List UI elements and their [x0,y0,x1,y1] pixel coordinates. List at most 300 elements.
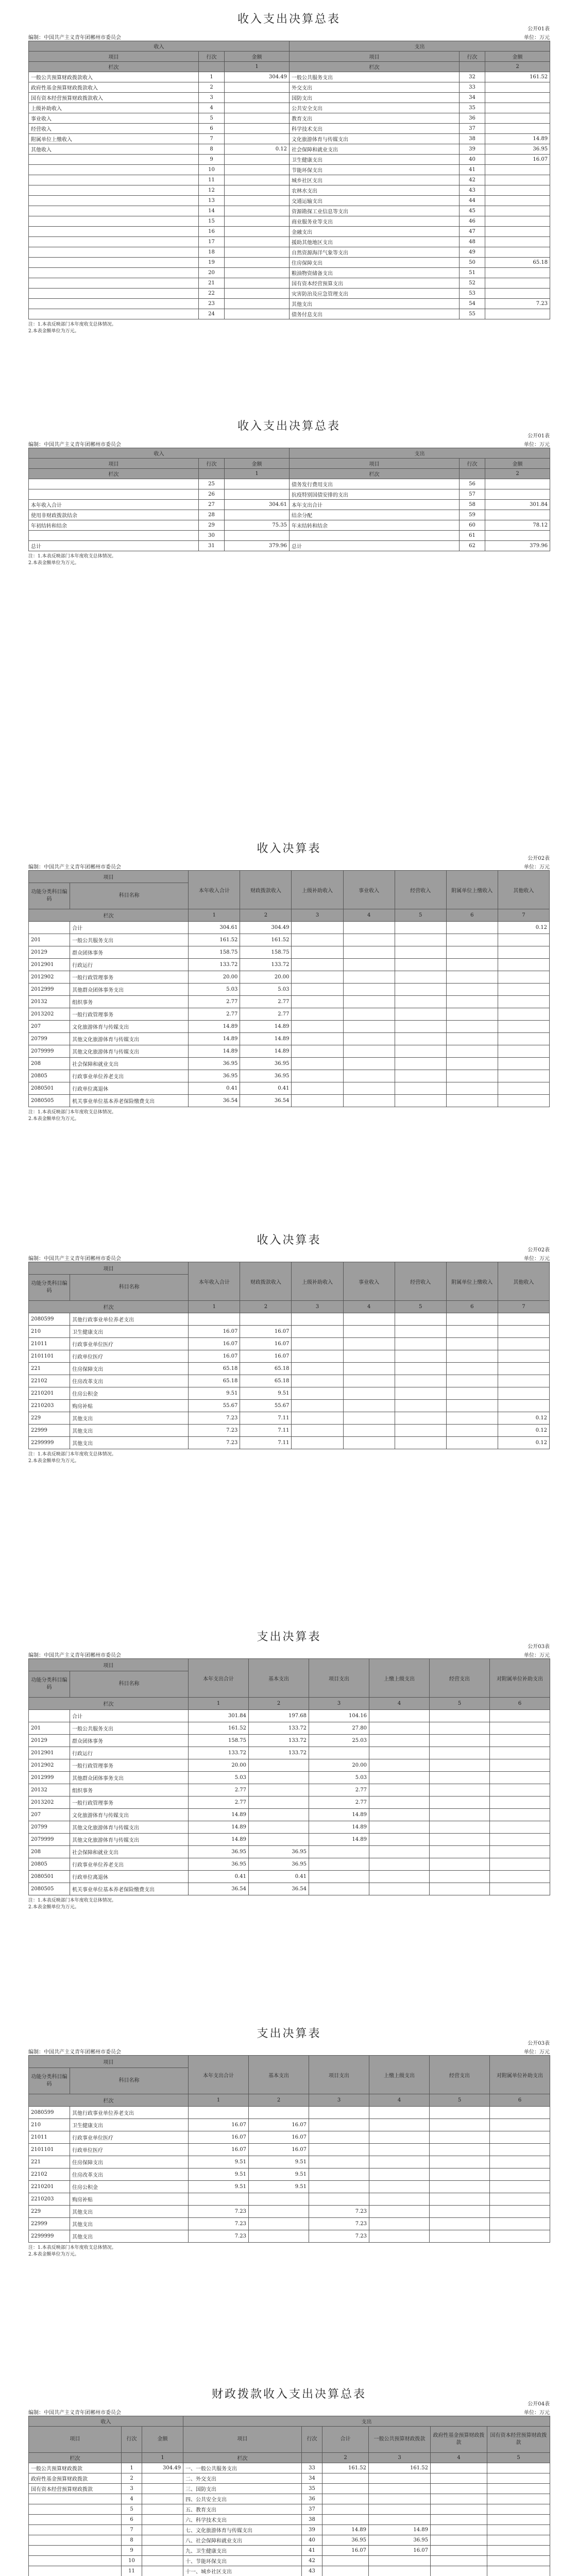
table-cell: 资源勘探工业信息等支出 [290,206,460,216]
table-cell: 20.00 [189,971,240,984]
table-cell: 42 [302,2556,322,2566]
table-cell [225,247,290,258]
table-row [29,500,550,510]
table-cell [225,531,290,541]
table-cell: 20805 [29,1858,70,1871]
table-cell: 35 [460,103,485,113]
table-cell [292,971,343,984]
table-cell: 灾害防治及应急管理支出 [290,289,460,299]
table-cell: 7.23 [309,2218,369,2230]
table-cell [485,247,550,258]
table-cell: 39 [302,2525,322,2535]
table-cell: 抗疫特别国债安排的支出 [290,489,460,500]
table-cell [430,1747,490,1759]
table-row [29,959,550,971]
table-cell [369,1858,430,1871]
table-cell: 2.77 [189,1797,249,1809]
table-cell [490,1883,550,1895]
table-cell: 379.96 [485,541,550,551]
table-row [29,2230,550,2243]
table-cell: 54 [460,299,485,309]
table-cell: 210 [29,1326,70,1338]
table-cell: 五、教育支出 [183,2504,302,2515]
table-cell: 社会保障和就业支出 [70,1846,189,1858]
table-cell [490,2107,550,2119]
table-cell: 卫生健康支出 [70,2119,189,2131]
header-amount: 金额 [485,459,550,469]
table-cell: 20799 [29,1821,70,1834]
table-cell: 207 [29,1809,70,1821]
table-cell [343,1313,395,1326]
page-title: 收入支出决算总表 [237,13,341,26]
table-cell: 0.41 [249,1871,309,1883]
table-cell: 55.67 [189,1400,240,1412]
table-cell: 合计 [70,922,189,934]
table-cell [498,1350,549,1363]
table-cell [446,984,498,996]
table-cell: 301.84 [485,500,550,510]
table-cell [487,2566,550,2576]
table-cell [431,2525,487,2535]
table-cell [490,1797,550,1809]
table-cell [225,103,290,113]
table-cell: 208 [29,1058,70,1070]
table-cell: 住房公积金 [70,2181,189,2193]
table-cell: 文化旅游体育与传媒支出 [70,1021,189,1033]
table-cell: 304.61 [189,922,240,934]
expense-table: 项目 本年支出合计 基本支出 项目支出 上缴上级支出 经营支出 对附属单位补助支出 功能分类科目编码 科目名称 栏次 1 2 3 4 5 6 2080599 其他行政事业单位养老支出 210 卫生健康支出 16.07 16.07 21011 行政事业单位医疗 16.07 16.07 2101101 行政单位医疗 16.07 16.07 221 住房保障支出 9.51 9.51 22102 住房改革支出 9.51 9.51 2210201 住房公积金 9.51 9.51 2210203 购房补贴 229 其他支出 7.23 7.23 22999 其他支出 7.23 7.23 2299999 其他支出 7.23 7.23 [28,2055,550,2243]
table-cell: 11 [122,2566,142,2576]
table-cell [395,1400,446,1412]
table-cell: 14.89 [309,1821,369,1834]
table-cell [487,2546,550,2556]
table-cell: 行政单位医疗 [70,1350,189,1363]
table-cell: 国有资本经营预算财政拨款 [29,2484,122,2494]
table-cell [498,1313,549,1326]
table-cell: 住房保障支出 [290,258,460,268]
table-cell: 卫生健康支出 [290,155,460,165]
table-cell: 2013202 [29,1797,70,1809]
table-cell: 2.77 [189,996,240,1008]
table-cell: 133.72 [249,1747,309,1759]
table-cell: 22 [199,289,225,299]
table-cell [485,185,550,196]
table-cell [395,922,446,934]
table-row [29,2131,550,2144]
table-cell [322,2473,369,2484]
table-cell [225,185,290,196]
table-row [29,165,550,175]
table-cell: 17 [199,237,225,247]
table-cell: 31 [199,541,225,551]
table-cell [292,946,343,959]
table-cell [343,934,395,946]
table-cell [498,1070,549,1082]
table-cell [395,1350,446,1363]
table-cell: 24 [199,309,225,319]
header-amount: 金额 [225,52,290,62]
table-cell [369,2193,430,2206]
table-cell [395,971,446,984]
table-cell: 购房补贴 [70,1400,189,1412]
table-cell [322,2566,369,2576]
table-cell [225,289,290,299]
unit-label: 单位：万元 [524,865,550,870]
table-cell [485,268,550,278]
table-row [29,2156,550,2168]
table-cell: 其他支出 [290,299,460,309]
table-cell [490,2119,550,2131]
table-row [29,2181,550,2193]
table-cell: 21011 [29,1338,70,1350]
table-cell: 7.23 [189,1437,240,1449]
table-cell [431,2473,487,2484]
table-cell: 41 [460,165,485,175]
table-cell [292,1425,343,1437]
table-cell [395,1070,446,1082]
table-cell [292,1313,343,1326]
table-cell [29,185,199,196]
table-cell: 文化旅游体育与传媒支出 [70,1809,189,1821]
table-cell: 133.72 [249,1735,309,1747]
table-cell: 62 [460,541,485,551]
table-cell: 158.75 [240,946,292,959]
table-cell [292,996,343,1008]
table-cell [249,2107,309,2119]
table-cell: 2012901 [29,959,70,971]
org-label: 编制：中国共产主义青年团郴州市委员会 [28,35,121,41]
table-cell [369,2181,430,2193]
table-cell [430,1722,490,1735]
table-cell [343,1045,395,1058]
table-cell [29,2515,122,2525]
table-cell [446,1326,498,1338]
table-cell [29,196,199,206]
table-cell: 机关事业单位基本养老保险缴费支出 [70,1095,189,1107]
table-cell [498,1363,549,1375]
table-cell [395,1437,446,1449]
table-cell: 158.75 [189,1735,249,1747]
table-cell [431,2556,487,2566]
table-cell [490,1772,550,1784]
table-cell [29,268,199,278]
table-cell [249,2218,309,2230]
table-cell: 7.23 [189,1412,240,1425]
table-cell: 农林水支出 [290,185,460,196]
table-cell [369,1735,430,1747]
table-cell: 其他文化旅游体育与传媒支出 [70,1033,189,1045]
notes: 注：1.本表反映部门本年度收支总体情况。 2.本表金额单位为万元。 [28,1898,116,1910]
table-cell [343,1363,395,1375]
table-row [29,2515,550,2525]
unit-label: 单位：万元 [524,35,550,41]
table-cell: 行政事业单位医疗 [70,2131,189,2144]
table-cell: 九、卫生健康支出 [183,2546,302,2556]
table-cell: 2.77 [309,1784,369,1797]
header-item: 项目 [29,459,199,469]
table-cell [29,289,199,299]
table-cell [29,247,199,258]
table-cell [343,959,395,971]
table-cell: 2299999 [29,2230,70,2243]
table-row [29,2473,550,2484]
table-cell [446,1033,498,1045]
table-cell: 16.07 [322,2546,369,2556]
table-cell: 一般公共预算财政拨款收入 [29,72,199,82]
table-cell [142,2525,183,2535]
table-cell: 8 [199,144,225,155]
table-cell [309,1871,369,1883]
table-cell: 16 [199,227,225,237]
table-cell: 158.75 [189,946,240,959]
table-cell: 20805 [29,1070,70,1082]
table-cell [430,1846,490,1858]
table-cell [343,922,395,934]
table-cell [292,959,343,971]
table-cell: 207 [29,1021,70,1033]
table-cell [498,1058,549,1070]
table-cell [498,934,549,946]
table-cell [309,2119,369,2131]
table-cell: 14.89 [240,1033,292,1045]
header-line: 行次 [460,459,485,469]
table-cell: 14.89 [322,2525,369,2535]
table-cell [490,2144,550,2156]
table-cell: 金融支出 [290,227,460,237]
table-cell: 2080599 [29,2107,70,2119]
table-cell [430,2168,490,2181]
table-cell [430,2206,490,2218]
table-cell: 36.95 [240,1058,292,1070]
table-cell [29,165,199,175]
table-cell: 9.51 [249,2156,309,2168]
table-cell: 7.23 [189,2230,249,2243]
table-cell: 卫生健康支出 [70,1326,189,1338]
table-row [29,206,550,216]
table-row [29,1412,550,1425]
table-cell: 住房保障支出 [70,2156,189,2168]
table-cell [309,1858,369,1871]
unit-label: 单位：万元 [524,2410,550,2416]
table-cell [490,2206,550,2218]
table-cell: 40 [460,155,485,165]
table-cell: 0.41 [240,1082,292,1095]
table-cell [292,1363,343,1375]
table-cell [498,1387,549,1400]
table-cell: 33 [302,2463,322,2473]
table-cell: 二、外交支出 [183,2473,302,2484]
table-cell: 25.03 [309,1735,369,1747]
table-cell [431,2463,487,2473]
table-cell [142,2535,183,2546]
table-cell: 14.89 [189,1021,240,1033]
table-cell [309,1883,369,1895]
table-cell [430,2230,490,2243]
summary-table [28,41,550,319]
table-cell [498,1045,549,1058]
table-row [29,541,550,551]
table-cell [369,2504,431,2515]
table-cell: 20.00 [309,1759,369,1772]
table-cell [29,1710,70,1722]
header-item: 项目 [290,459,460,469]
table-cell [142,2546,183,2556]
table-cell: 38 [302,2515,322,2525]
table-cell [430,1784,490,1797]
table-cell: 一般公共服务支出 [70,1722,189,1735]
table-cell [485,237,550,247]
table-row [29,2525,550,2535]
table-cell [369,2218,430,2230]
table-row [29,299,550,309]
table-cell [29,258,199,268]
table-cell: 2080501 [29,1082,70,1095]
table-cell: 交通运输支出 [290,196,460,206]
table-cell: 6 [199,124,225,134]
section-expense-statement-1 [28,1628,550,1911]
table-cell: 14.89 [189,1821,249,1834]
table-cell: 0.12 [498,1412,549,1425]
table-cell [487,2494,550,2504]
table-cell [498,984,549,996]
table-cell [369,2494,431,2504]
table-cell: 一般行政管理事务 [70,1759,189,1772]
table-cell [343,971,395,984]
unit-label: 单位：万元 [524,442,550,448]
table-cell: 债务发行费用支出 [290,479,460,489]
table-cell: 9 [199,155,225,165]
column-number: 1 [225,62,290,72]
table-cell: 9.51 [189,2181,249,2193]
table-cell: 11 [199,175,225,185]
table-cell [490,2193,550,2206]
table-cell: 节能环保支出 [290,165,460,175]
table-cell [485,216,550,227]
table-cell [343,946,395,959]
table-cell [343,1437,395,1449]
table-cell [498,996,549,1008]
table-cell [430,2131,490,2144]
table-cell: 16.07 [249,2144,309,2156]
table-cell: 14.89 [189,1834,249,1846]
table-cell [369,1797,430,1809]
table-row [29,1400,550,1412]
table-cell: 1 [199,72,225,82]
table-row [29,2206,550,2218]
table-cell: 一般公共服务支出 [70,934,189,946]
table-cell [225,237,290,247]
table-cell: 5.03 [240,984,292,996]
table-cell: 36.95 [485,144,550,155]
table-cell [430,1759,490,1772]
table-cell [225,479,290,489]
table-row [29,237,550,247]
table-cell [343,1070,395,1082]
table-cell: 2013202 [29,1008,70,1021]
table-cell [369,1883,430,1895]
page-title: 支出决算表 [257,1631,321,1643]
table-row [29,946,550,959]
notes: 注：1.本表反映部门本年度收支总体情况。 2.本表金额单位为万元。 [28,554,116,566]
table-cell: 19 [199,258,225,268]
table-cell: 2.77 [240,1008,292,1021]
table-cell [485,278,550,289]
table-cell [485,82,550,93]
table-cell: 国防支出 [290,93,460,103]
table-cell: 161.52 [240,934,292,946]
table-cell [485,113,550,124]
table-cell [343,1021,395,1033]
table-cell: 65.18 [189,1375,240,1387]
table-cell [292,1326,343,1338]
table-cell [29,2556,122,2566]
table-cell [490,1821,550,1834]
table-cell: 133.72 [189,959,240,971]
notes: 注：1.本表反映部门本年度收支总体情况。 2.本表金额单位为万元。 [28,322,116,334]
table-cell [343,1008,395,1021]
table-cell [369,2119,430,2131]
table-cell [369,2484,431,2494]
table-cell [249,1797,309,1809]
table-cell [225,206,290,216]
table-cell: 16.07 [369,2546,431,2556]
table-cell [485,489,550,500]
table-cell: 18 [199,247,225,258]
table-cell [292,1082,343,1095]
table-cell [395,1033,446,1045]
table-cell: 结余分配 [290,510,460,520]
table-cell: 36 [460,113,485,124]
table-cell: 229 [29,1412,70,1425]
table-cell [249,2230,309,2243]
table-cell: 2080501 [29,1871,70,1883]
table-cell: 36.95 [189,1070,240,1082]
table-cell: 20129 [29,1735,70,1747]
table-cell [446,996,498,1008]
table-cell [431,2504,487,2515]
table-cell [292,1033,343,1045]
table-cell [343,1350,395,1363]
table-cell: 0.12 [498,922,549,934]
table-cell: 2012999 [29,1772,70,1784]
header-income: 收入 [29,41,290,52]
table-cell: 44 [460,196,485,206]
table-cell: 国有资本经营预算财政拨款收入 [29,93,199,103]
table-cell [446,1058,498,1070]
notes: 注：1.本表反映部门本年度收支总体情况。 2.本表金额单位为万元。 [28,1452,116,1464]
org-label: 编制：中国共产主义青年团郴州市委员会 [28,1256,121,1262]
table-cell: 36.95 [369,2535,431,2546]
table-cell: 161.52 [189,1722,249,1735]
table-cell [395,1045,446,1058]
table-cell [430,2107,490,2119]
table-row [29,309,550,319]
table-cell [485,175,550,185]
table-row [29,1387,550,1400]
table-cell [343,1058,395,1070]
table-cell [446,1387,498,1400]
table-cell [189,1313,240,1326]
table-row [29,2546,550,2556]
table-cell [322,2504,369,2515]
table-cell: 2 [122,2473,142,2484]
table-row [29,216,550,227]
table-cell: 一般行政管理事务 [70,1797,189,1809]
table-cell: 43 [302,2566,322,2576]
table-cell: 10 [122,2556,142,2566]
table-cell: 文化旅游体育与传媒支出 [290,134,460,144]
table-row [29,1008,550,1021]
